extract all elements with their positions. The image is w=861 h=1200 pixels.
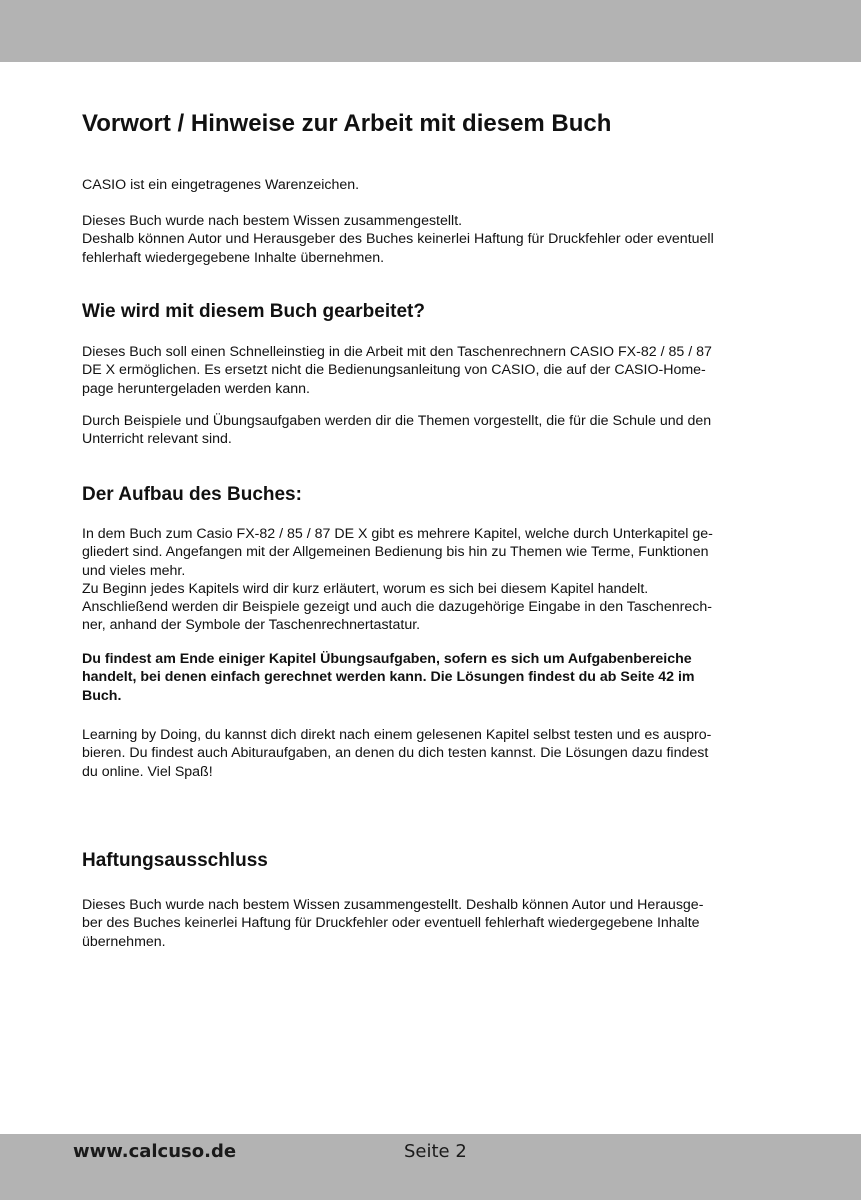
liability-paragraph <box>82 896 772 951</box>
text-line: handelt, bei denen einfach gerechnet werden kann. Die Lösungen findest du ab Seite 42 im <box>82 669 695 686</box>
disclaimer-paragraph <box>82 212 772 267</box>
structure-paragraph-1 <box>82 525 772 635</box>
text-line: Dieses Buch wurde nach bestem Wissen zusammengestellt. Deshalb können Autor und Herausge- <box>82 897 704 913</box>
text-line: Anschließend werden dir Beispiele gezeigt und auch die dazugehörige Eingabe in den Taschenrech- <box>82 599 712 616</box>
usage-paragraph-2 <box>82 412 772 449</box>
text-line: In dem Buch zum Casio FX-82 / 85 / 87 DE X gibt es mehrere Kapitel, welche durch Unterkapitel ge- <box>82 526 713 542</box>
header-bar <box>0 0 861 62</box>
text-line: DE X ermöglichen. Es ersetzt nicht die Bedienungsanleitung von CASIO, die auf der CASIO-Home- <box>82 362 706 379</box>
text-line: Learning by Doing, du kannst dich direkt nach einem gelesenen Kapitel selbst testen und es auspro- <box>82 727 712 743</box>
text-line: Deshalb können Autor und Herausgeber des Buches keinerlei Haftung für Druckfehler oder eventuell <box>82 231 714 248</box>
page-number: Seite 2 <box>404 1141 467 1162</box>
text-line: und vieles mehr. <box>82 562 186 579</box>
text-line: übernehmen. <box>82 933 166 950</box>
trademark-paragraph <box>82 176 772 194</box>
section-heading-liability: Haftungsausschluss <box>82 850 268 871</box>
section-heading-structure: Der Aufbau des Buches: <box>82 484 302 505</box>
text-line: ber des Buches keinerlei Haftung für Druckfehler oder eventuell fehlerhaft wiedergegebene Inhalte <box>82 915 700 932</box>
text-line: Buch. <box>82 687 122 704</box>
learning-paragraph <box>82 726 772 781</box>
text-line: bieren. Du findest auch Abituraufgaben, an denen du dich testen kannst. Die Lösungen dazu findest <box>82 745 709 762</box>
text-line: ner, anhand der Symbole der Taschenrechnertastatur. <box>82 617 421 634</box>
text-line: CASIO ist ein eingetragenes Warenzeichen. <box>82 177 360 193</box>
usage-paragraph-1 <box>82 343 772 398</box>
footer-url: www.calcuso.de <box>73 1141 237 1162</box>
text-line: Dieses Buch soll einen Schnelleinstieg in die Arbeit mit den Taschenrechnern CASIO FX-82 / 85 / 87 <box>82 344 712 360</box>
exercises-note-paragraph <box>82 650 772 705</box>
section-heading-usage: Wie wird mit diesem Buch gearbeitet? <box>82 301 425 322</box>
page-title: Vorwort / Hinweise zur Arbeit mit diesem Buch <box>82 110 612 137</box>
text-line: Dieses Buch wurde nach bestem Wissen zusammengestellt. <box>82 213 463 229</box>
text-line: fehlerhaft wiedergegebene Inhalte übernehmen. <box>82 249 385 266</box>
text-line: Zu Beginn jedes Kapitels wird dir kurz erläutert, worum es sich bei diesem Kapitel handelt. <box>82 580 649 597</box>
text-line: du online. Viel Spaß! <box>82 763 213 780</box>
text-line: Du findest am Ende einiger Kapitel Übungsaufgaben, sofern es sich um Aufgabenbereiche <box>82 651 692 667</box>
text-line: Unterricht relevant sind. <box>82 431 232 448</box>
text-line: Durch Beispiele und Übungsaufgaben werden dir die Themen vorgestellt, die für die Schule und den <box>82 413 712 429</box>
text-line: page heruntergeladen werden kann. <box>82 380 310 397</box>
text-line: gliedert sind. Angefangen mit der Allgemeinen Bedienung bis hin zu Themen wie Terme, Funktionen <box>82 544 709 561</box>
